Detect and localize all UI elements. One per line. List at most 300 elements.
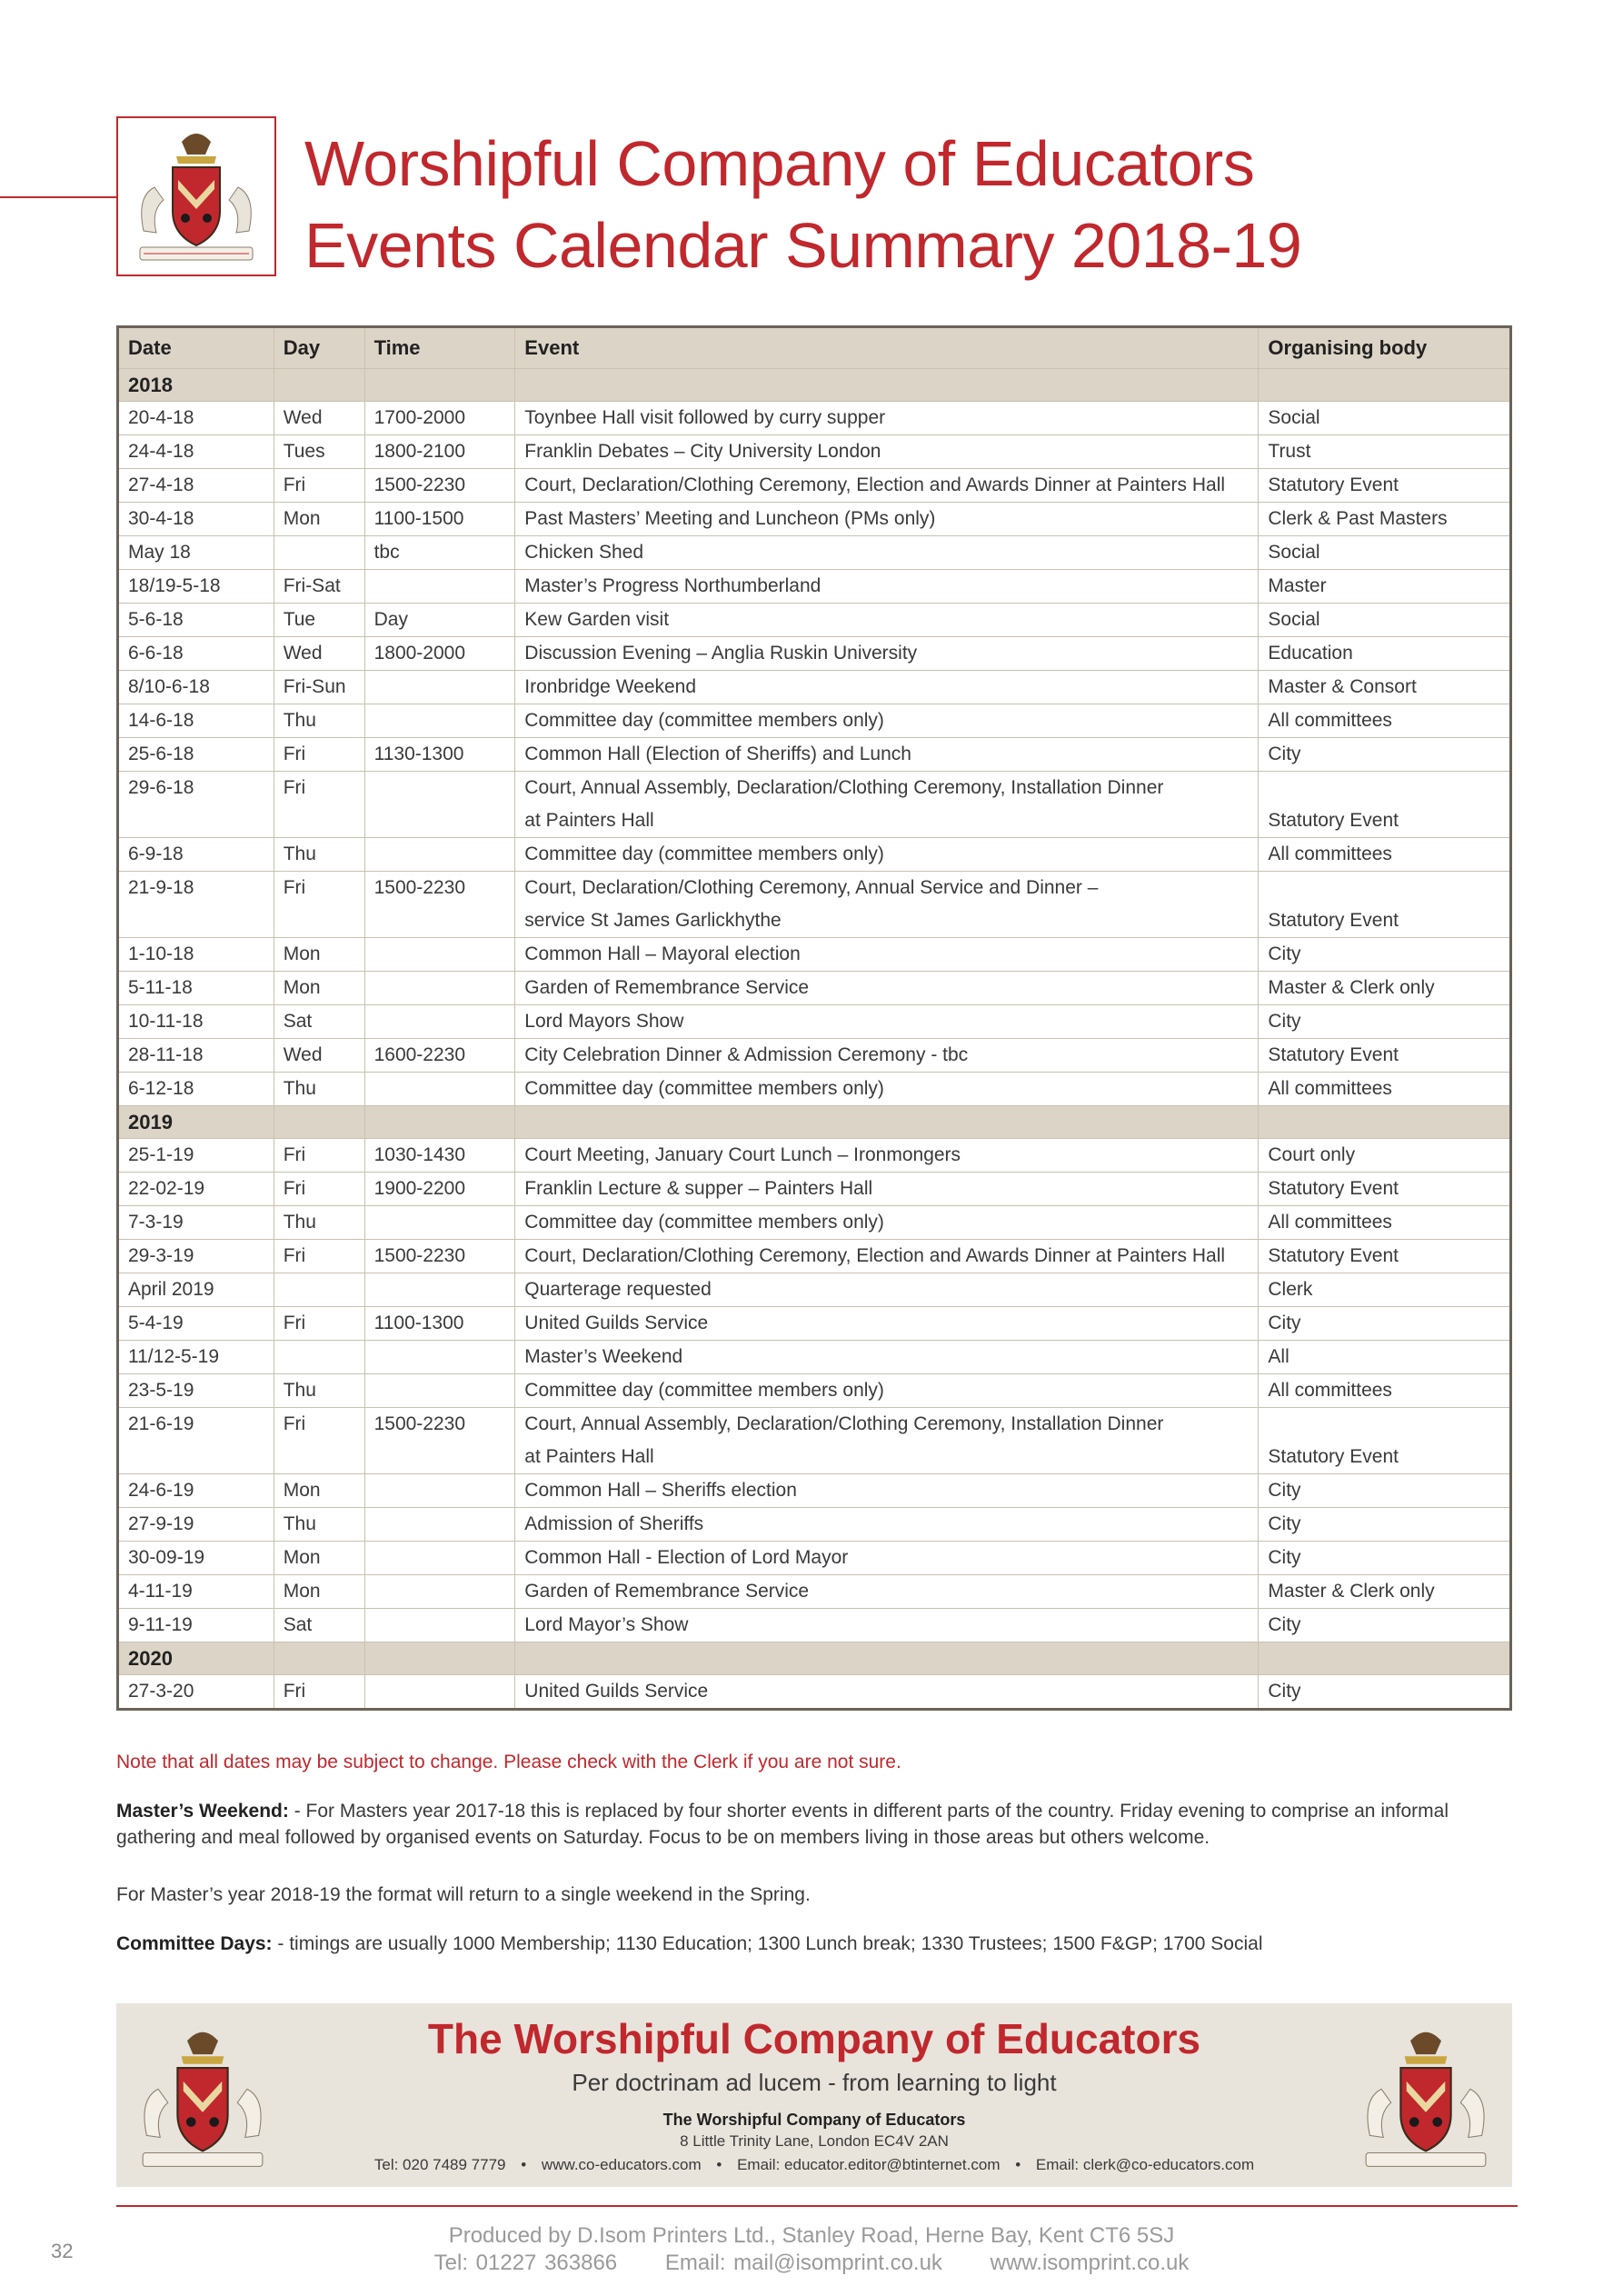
cell-organising-body: All (1259, 1341, 1511, 1374)
separator-dot: • (521, 2156, 527, 2173)
cell-time: 1600-2230 (364, 1039, 515, 1073)
coat-of-arms-icon (127, 124, 265, 269)
cell-event (515, 1139, 1259, 1173)
table-row (118, 402, 1511, 435)
column-header-time: Time (364, 327, 515, 369)
event-text-line-2: at Painters Hall (524, 810, 654, 831)
cell-day: Wed (274, 402, 364, 435)
banner-address: 8 Little Trinity Lane, London EC4V 2AN (680, 2132, 949, 2150)
cell-day (274, 1273, 364, 1307)
cell-time (364, 938, 515, 972)
column-header-event: Event (515, 327, 1259, 369)
cell-day: Fri-Sun (274, 671, 364, 704)
cell-date: 30-4-18 (118, 503, 274, 536)
table-row (118, 1073, 1511, 1106)
year-row-cell (1259, 369, 1511, 402)
cell-time: 1800-2100 (364, 435, 515, 469)
cell-organising-body: City (1259, 1005, 1511, 1039)
table-row (118, 1675, 1511, 1710)
cell-organising-body: Court only (1259, 1139, 1511, 1173)
table-row (118, 435, 1511, 469)
cell-event (515, 938, 1259, 972)
cell-organising-body: City (1259, 938, 1511, 972)
cell-event (515, 1273, 1259, 1307)
cell-organising-body: City (1259, 1508, 1511, 1542)
cell-time (364, 570, 515, 604)
cell-organising-body: City (1259, 1609, 1511, 1642)
cell-organising-body (1259, 1408, 1511, 1474)
cell-date: 6-6-18 (118, 637, 274, 671)
event-text: United Guilds Service (524, 1681, 709, 1702)
event-text: Committee day (committee members only) (524, 1380, 884, 1401)
cell-day: Fri (274, 1240, 364, 1273)
cell-date: 6-12-18 (118, 1073, 274, 1106)
cell-date: 11/12-5-19 (118, 1341, 274, 1374)
cell-date: 6-9-18 (118, 838, 274, 872)
table-row (118, 570, 1511, 604)
banner-org-name: The Worshipful Company of Educators (662, 2111, 966, 2129)
table-row (118, 1039, 1511, 1073)
table-row (118, 1139, 1511, 1173)
spacer (1268, 772, 1500, 804)
cell-organising-body: City (1259, 1675, 1511, 1710)
event-text: Court, Declaration/Clothing Ceremony, Election and Awards Dinner at Painters Hall (524, 1245, 1226, 1266)
event-text: Garden of Remembrance Service (524, 977, 810, 998)
event-text: Common Hall – Mayoral election (524, 943, 801, 964)
event-text: Toynbee Hall visit followed by curry supper (524, 407, 886, 428)
cell-date: April 2019 (118, 1273, 274, 1307)
cell-date: 5-6-18 (118, 604, 274, 637)
spacer (1268, 872, 1500, 904)
cell-time: 1500-2230 (364, 1408, 515, 1474)
cell-day: Thu (274, 704, 364, 738)
cell-organising-body: All committees (1259, 1206, 1511, 1240)
table-row (118, 1542, 1511, 1575)
event-text: Franklin Lecture & supper – Painters Hall (524, 1178, 873, 1199)
cell-event (515, 469, 1259, 503)
table-row (118, 671, 1511, 704)
table-row (118, 1508, 1511, 1542)
cell-organising-body: Master (1259, 570, 1511, 604)
table-row (118, 503, 1511, 536)
banner-website-link[interactable]: www.co-educators.com (541, 2156, 702, 2173)
cell-time (364, 1675, 515, 1710)
cell-day: Tues (274, 435, 364, 469)
cell-event (515, 738, 1259, 772)
cell-event (515, 1675, 1259, 1710)
cell-time: 1700-2000 (364, 402, 515, 435)
cell-day: Mon (274, 1542, 364, 1575)
table-row (118, 738, 1511, 772)
cell-day: Thu (274, 1374, 364, 1408)
column-header-organising-body: Organising body (1259, 327, 1511, 369)
event-text: Court, Annual Assembly, Declaration/Clothing Ceremony, Installation Dinner (524, 1413, 1164, 1434)
event-text: Committee day (committee members only) (524, 844, 884, 864)
cell-time: 1030-1430 (364, 1139, 515, 1173)
cell-date: 27-3-20 (118, 1675, 274, 1710)
change-warning-note: Note that all dates may be subject to change. Please check with the Clerk if you are not sure. (116, 1752, 901, 1772)
cell-date: 20-4-18 (118, 402, 274, 435)
cell-date: 5-11-18 (118, 972, 274, 1005)
cell-date: 27-4-18 (118, 469, 274, 503)
cell-time (364, 1273, 515, 1307)
cell-time (364, 1005, 515, 1039)
year-row-cell (274, 1106, 364, 1139)
cell-day: Fri (274, 469, 364, 503)
cell-organising-body: City (1259, 1307, 1511, 1341)
cell-time (364, 1073, 515, 1106)
cell-date: 24-4-18 (118, 435, 274, 469)
cell-event (515, 1073, 1259, 1106)
committee-days-text: - timings are usually 1000 Membership; 1130 Education; 1300 Lunch break; 1330 Trustees; 1500 F&GP; 1700 Social (272, 1933, 1263, 1954)
cell-date: 9-11-19 (118, 1609, 274, 1642)
cell-event (515, 1408, 1259, 1474)
cell-time (364, 972, 515, 1005)
year-row (118, 1106, 1511, 1139)
cell-date: 25-1-19 (118, 1139, 274, 1173)
committee-days-label: Committee Days: (116, 1933, 273, 1954)
masters-year-note: For Master’s year 2018-19 the format will return to a single weekend in the Spring. (116, 1884, 811, 1905)
cell-date: 10-11-18 (118, 1005, 274, 1039)
cell-date: 29-6-18 (118, 772, 274, 838)
year-label: 2019 (118, 1106, 274, 1139)
cell-event (515, 1039, 1259, 1073)
cell-event (515, 1341, 1259, 1374)
event-text-line-2: service St James Garlickhythe (524, 910, 782, 931)
organising-body-text: Statutory Event (1268, 910, 1399, 931)
cell-time: 1500-2230 (364, 1240, 515, 1273)
cell-organising-body: All committees (1259, 838, 1511, 872)
cell-event (515, 402, 1259, 435)
cell-day: Tue (274, 604, 364, 637)
cell-date: 28-11-18 (118, 1039, 274, 1073)
cell-organising-body: All committees (1259, 1374, 1511, 1408)
event-text: Common Hall (Election of Sheriffs) and Lunch (524, 744, 911, 764)
column-header-day: Day (274, 327, 364, 369)
column-header-date: Date (118, 327, 274, 369)
year-row-cell (364, 369, 515, 402)
event-text: Committee day (committee members only) (524, 1078, 884, 1099)
cell-day: Mon (274, 972, 364, 1005)
cell-date: 25-6-18 (118, 738, 274, 772)
table-row (118, 637, 1511, 671)
cell-time (364, 1374, 515, 1408)
cell-event (515, 1005, 1259, 1039)
table-row (118, 604, 1511, 637)
cell-date: 21-9-18 (118, 872, 274, 938)
cell-event (515, 704, 1259, 738)
cell-organising-body: Statutory Event (1259, 469, 1511, 503)
cell-event (515, 1240, 1259, 1273)
cell-date: 5-4-19 (118, 1307, 274, 1341)
cell-event (515, 637, 1259, 671)
cell-time (364, 1206, 515, 1240)
cell-day: Fri (274, 1173, 364, 1206)
table-row (118, 1408, 1511, 1474)
top-accent-rule (0, 196, 116, 198)
table-row (118, 1206, 1511, 1240)
table-row (118, 838, 1511, 872)
cell-organising-body: Master & Consort (1259, 671, 1511, 704)
cell-date: 24-6-19 (118, 1474, 274, 1508)
cell-day: Thu (274, 1073, 364, 1106)
cell-organising-body: Trust (1259, 435, 1511, 469)
cell-day: Mon (274, 1575, 364, 1609)
cell-date: 22-02-19 (118, 1173, 274, 1206)
table-row (118, 1307, 1511, 1341)
spacer (1268, 1408, 1500, 1441)
event-text: Court Meeting, January Court Lunch – Ironmongers (524, 1144, 961, 1165)
cell-event (515, 1173, 1259, 1206)
cell-time (364, 1575, 515, 1609)
event-text: Discussion Evening – Anglia Ruskin University (524, 643, 918, 664)
cell-organising-body (1259, 772, 1511, 838)
banner-title: The Worshipful Company of Educators (427, 2015, 1201, 2062)
cell-day: Mon (274, 1474, 364, 1508)
event-text: United Guilds Service (524, 1313, 709, 1333)
crest-frame (116, 116, 276, 276)
bottom-accent-rule (116, 2205, 1518, 2207)
cell-day: Fri (274, 1675, 364, 1710)
year-row-cell (515, 1106, 1259, 1139)
separator-dot: • (716, 2156, 722, 2173)
separator-dot: • (1015, 2156, 1021, 2173)
cell-organising-body: All committees (1259, 704, 1511, 738)
cell-date: 14-6-18 (118, 704, 274, 738)
cell-time (364, 704, 515, 738)
year-row-cell (1259, 1106, 1511, 1139)
cell-organising-body: City (1259, 1474, 1511, 1508)
event-text: City Celebration Dinner & Admission Ceremony - tbc (524, 1044, 969, 1065)
cell-time (364, 1542, 515, 1575)
cell-organising-body: Statutory Event (1259, 1173, 1511, 1206)
footer-banner (116, 2003, 1512, 2187)
cell-organising-body: Social (1259, 604, 1511, 637)
banner-tel: Tel: 020 7489 7779 (373, 2156, 506, 2173)
cell-organising-body: City (1259, 1542, 1511, 1575)
cell-organising-body: Social (1259, 536, 1511, 570)
cell-time: 1900-2200 (364, 1173, 515, 1206)
event-text: Lord Mayor’s Show (524, 1614, 689, 1635)
cell-event (515, 1474, 1259, 1508)
cell-date: 23-5-19 (118, 1374, 274, 1408)
banner-contact-line (116, 2156, 1512, 2174)
organising-body-text: Statutory Event (1268, 810, 1399, 831)
cell-event (515, 671, 1259, 704)
cell-date: 21-6-19 (118, 1408, 274, 1474)
table-row (118, 1173, 1511, 1206)
event-text: Quarterage requested (524, 1279, 712, 1300)
cell-event (515, 570, 1259, 604)
event-text: Court, Declaration/Clothing Ceremony, Election and Awards Dinner at Painters Hall (524, 474, 1226, 495)
table-row (118, 1273, 1511, 1307)
table-row (118, 1240, 1511, 1273)
cell-time: 1800-2000 (364, 637, 515, 671)
cell-organising-body (1259, 872, 1511, 938)
printer-contact-line (0, 2251, 1623, 2276)
table-header-row (118, 327, 1511, 369)
cell-date: 1-10-18 (118, 938, 274, 972)
event-text: Kew Garden visit (524, 609, 670, 630)
event-text: Franklin Debates – City University London (524, 441, 881, 462)
year-row-cell (274, 369, 364, 402)
cell-event (515, 1206, 1259, 1240)
cell-day (274, 1341, 364, 1374)
cell-date: 29-3-19 (118, 1240, 274, 1273)
cell-day: Wed (274, 1039, 364, 1073)
cell-organising-body: Social (1259, 402, 1511, 435)
cell-event (515, 1542, 1259, 1575)
events-table-body (118, 369, 1511, 1710)
cell-day: Sat (274, 1609, 364, 1642)
event-text: Committee day (committee members only) (524, 1212, 884, 1233)
cell-time: 1500-2230 (364, 872, 515, 938)
cell-organising-body: Master & Clerk only (1259, 972, 1511, 1005)
cell-time: 1130-1300 (364, 738, 515, 772)
table-row (118, 1374, 1511, 1408)
table-row (118, 972, 1511, 1005)
masters-weekend-note (116, 1798, 1512, 1851)
table-row (118, 536, 1511, 570)
event-text: Garden of Remembrance Service (524, 1581, 810, 1602)
event-text: Admission of Sheriffs (524, 1513, 704, 1534)
cell-event (515, 972, 1259, 1005)
event-text-line-2: at Painters Hall (524, 1446, 654, 1467)
table-row (118, 469, 1511, 503)
cell-time (364, 772, 515, 838)
printer-email[interactable]: Email: mail@isomprint.co.uk (664, 2251, 942, 2275)
cell-time (364, 671, 515, 704)
event-text: Master’s Weekend (524, 1346, 683, 1367)
event-text: Lord Mayors Show (524, 1011, 684, 1032)
cell-day: Fri-Sat (274, 570, 364, 604)
cell-date: 27-9-19 (118, 1508, 274, 1542)
event-text: Past Masters’ Meeting and Luncheon (PMs only) (524, 508, 936, 529)
page-title (304, 123, 1301, 286)
printer-credit: Produced by D.Isom Printers Ltd., Stanley Road, Herne Bay, Kent CT6 5SJ (448, 2223, 1175, 2248)
cell-date: 18/19-5-18 (118, 570, 274, 604)
organising-body-text: Statutory Event (1268, 1446, 1399, 1467)
year-label: 2020 (118, 1642, 274, 1675)
cell-time: Day (364, 604, 515, 637)
title-line-2: Events Calendar Summary 2018-19 (304, 210, 1302, 281)
table-row (118, 772, 1511, 838)
cell-day: Fri (274, 1139, 364, 1173)
event-text: Committee day (committee members only) (524, 710, 884, 731)
cell-day: Fri (274, 772, 364, 838)
cell-time (364, 1508, 515, 1542)
table-row (118, 938, 1511, 972)
committee-days-note (116, 1931, 1512, 1957)
cell-date: 7-3-19 (118, 1206, 274, 1240)
cell-event (515, 1609, 1259, 1642)
cell-day: Fri (274, 1408, 364, 1474)
cell-day: Fri (274, 1307, 364, 1341)
cell-time (364, 1474, 515, 1508)
cell-event (515, 435, 1259, 469)
page-number: 32 (51, 2240, 74, 2262)
cell-time: 1100-1500 (364, 503, 515, 536)
cell-day: Thu (274, 838, 364, 872)
table-row (118, 704, 1511, 738)
cell-day: Mon (274, 938, 364, 972)
events-table (116, 325, 1512, 1711)
cell-event (515, 1307, 1259, 1341)
cell-date: 4-11-19 (118, 1575, 274, 1609)
cell-event (515, 838, 1259, 872)
year-row-cell (515, 369, 1259, 402)
cell-day: Thu (274, 1508, 364, 1542)
cell-time: tbc (364, 536, 515, 570)
cell-event (515, 1374, 1259, 1408)
cell-day (274, 536, 364, 570)
year-row-cell (1259, 1642, 1511, 1675)
banner-motto: Per doctrinam ad lucem - from learning to light (572, 2069, 1057, 2096)
cell-event (515, 1575, 1259, 1609)
year-row (118, 369, 1511, 402)
banner-email-editor[interactable]: Email: educator.editor@btinternet.com (737, 2156, 1001, 2173)
title-line-1: Worshipful Company of Educators (304, 128, 1255, 199)
year-row (118, 1642, 1511, 1675)
event-text: Chicken Shed (524, 542, 644, 563)
cell-event (515, 772, 1259, 838)
cell-organising-body: Statutory Event (1259, 1039, 1511, 1073)
cell-organising-body: All committees (1259, 1073, 1511, 1106)
cell-organising-body: Clerk & Past Masters (1259, 503, 1511, 536)
cell-time (364, 1341, 515, 1374)
event-text: Master’s Progress Northumberland (524, 575, 821, 596)
event-text: Court, Declaration/Clothing Ceremony, Annual Service and Dinner – (524, 877, 1099, 898)
cell-organising-body: Clerk (1259, 1273, 1511, 1307)
cell-day: Fri (274, 872, 364, 938)
printer-tel: Tel: 01227 363866 (433, 2251, 618, 2275)
year-label: 2018 (118, 369, 274, 402)
year-row-cell (274, 1642, 364, 1675)
cell-organising-body: Education (1259, 637, 1511, 671)
table-row (118, 1575, 1511, 1609)
cell-time: 1500-2230 (364, 469, 515, 503)
cell-event (515, 1508, 1259, 1542)
event-text: Court, Annual Assembly, Declaration/Clothing Ceremony, Installation Dinner (524, 777, 1164, 798)
cell-day: Fri (274, 738, 364, 772)
year-row-cell (515, 1642, 1259, 1675)
cell-time (364, 838, 515, 872)
event-text: Common Hall - Election of Lord Mayor (524, 1547, 849, 1568)
cell-event (515, 536, 1259, 570)
cell-event (515, 604, 1259, 637)
table-row (118, 1005, 1511, 1039)
banner-email-clerk[interactable]: Email: clerk@co-educators.com (1035, 2156, 1255, 2173)
year-row-cell (364, 1642, 515, 1675)
cell-day: Mon (274, 503, 364, 536)
printer-website[interactable]: www.isomprint.co.uk (990, 2251, 1190, 2275)
table-row (118, 1609, 1511, 1642)
cell-day: Sat (274, 1005, 364, 1039)
cell-time: 1100-1300 (364, 1307, 515, 1341)
masters-weekend-label: Master’s Weekend: (116, 1801, 289, 1822)
cell-organising-body: City (1259, 738, 1511, 772)
cell-time (364, 1609, 515, 1642)
year-row-cell (364, 1106, 515, 1139)
cell-date: May 18 (118, 536, 274, 570)
cell-day: Thu (274, 1206, 364, 1240)
masters-weekend-text: - For Masters year 2017-18 this is replaced by four shorter events in different parts of the country. Friday evening to comprise an informal gathering and meal followed by organised events on Saturday. Focus to be on members living in those areas but others welcome. (116, 1801, 1449, 1848)
table-row (118, 1341, 1511, 1374)
cell-event (515, 872, 1259, 938)
cell-event (515, 503, 1259, 536)
event-text: Ironbridge Weekend (524, 676, 697, 697)
cell-day: Wed (274, 637, 364, 671)
